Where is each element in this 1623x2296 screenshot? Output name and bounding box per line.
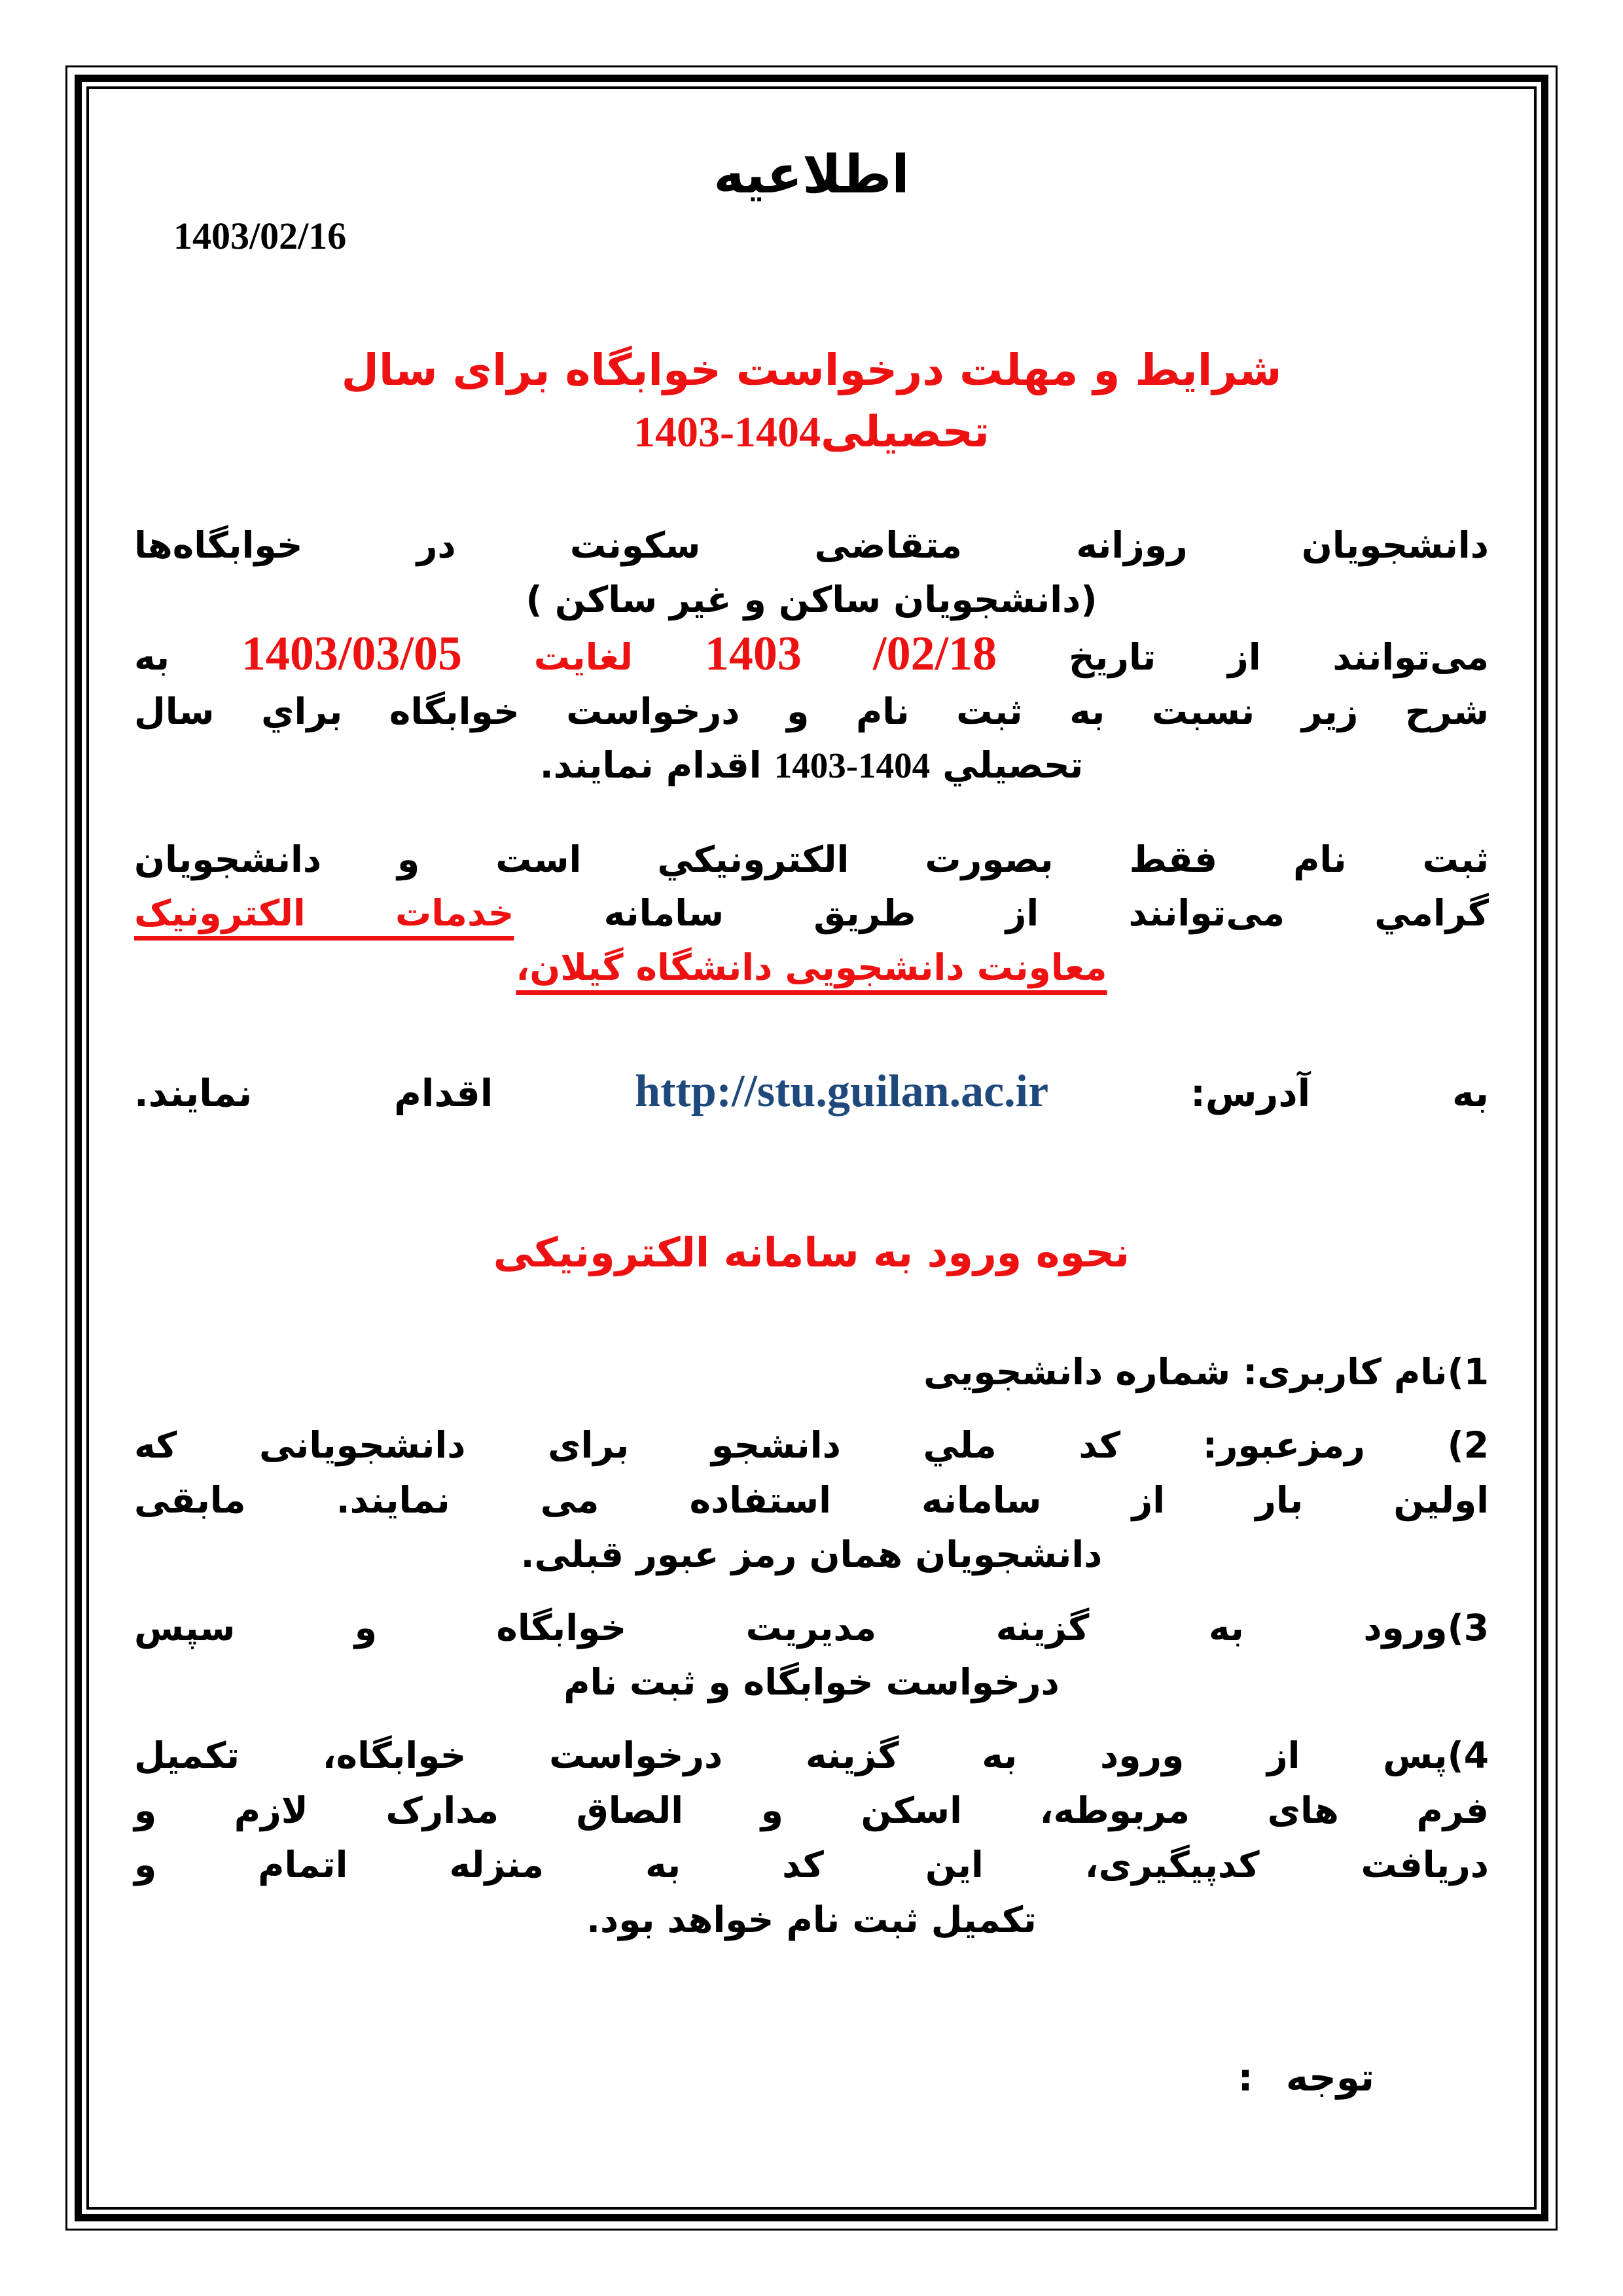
- text-segment: به آدرس:: [1048, 1072, 1489, 1116]
- text-segment: ثبت نام فقط بصورت الکترونیکي است و دانشجویان: [134, 838, 1489, 880]
- text-segment: تکمیل ثبت نام خواهد بود.: [586, 1898, 1037, 1941]
- text-segment: معاونت دانشجویی دانشگاه گیلان،: [516, 946, 1107, 988]
- text-segment: 1403/03/05: [241, 627, 462, 681]
- list-item-1-username: [134, 1345, 1489, 1400]
- text-segment: اقدام نمایند.: [539, 744, 774, 787]
- text-line: [134, 941, 1489, 995]
- text-segment: 1)نام کاربری: شماره دانشجویی: [923, 1351, 1489, 1393]
- document-date: 1403/02/16: [173, 215, 347, 257]
- registration-paragraph: [134, 833, 1489, 995]
- text-line: [134, 833, 1489, 887]
- text-segment: شرایط و مهلت درخواست خوابگاه برای سال: [341, 345, 1282, 395]
- text-segment: تحصیلي: [930, 744, 1084, 787]
- text-line: [134, 738, 1489, 793]
- address-line: [134, 1060, 1489, 1124]
- text-segment: به: [134, 636, 241, 679]
- portal-url-link[interactable]: http://stu.guilan.ac.ir: [635, 1066, 1049, 1117]
- text-line: [134, 1838, 1489, 1893]
- list-item-2-password: [134, 1418, 1489, 1583]
- list-item-4-forms: [134, 1729, 1489, 1947]
- text-line: [134, 1784, 1489, 1839]
- text-line: [134, 626, 1489, 685]
- text-segment: لغایت: [461, 636, 705, 679]
- document-title: اطلاعيه: [713, 144, 910, 205]
- text-segment: دریافت کدپیگیری، این کد به منزله اتمام و: [134, 1844, 1489, 1886]
- text-segment: 2) رمزعبور: کد ملي دانشجو برای دانشجویانی که: [134, 1424, 1489, 1467]
- text-line: [134, 340, 1489, 401]
- text-segment: 1403 /02/18: [704, 627, 997, 681]
- text-segment: دانشجویان روزانه متقاضی سکونت در خوابگاه‌ها: [134, 524, 1489, 567]
- text-segment: اولین بار از سامانه استفاده می نمایند. مابقی: [134, 1479, 1489, 1521]
- text-line: [134, 1418, 1489, 1473]
- text-segment: اقدام نمایند.: [134, 1072, 635, 1116]
- text-line: [134, 886, 1489, 941]
- text-segment: فرم های مربوطه، اسکن و الصاق مدارک لازم و: [134, 1789, 1489, 1831]
- text-segment: نحوه ورود به سامانه الکترونیکی: [493, 1229, 1130, 1277]
- text-line: [134, 1655, 1489, 1710]
- text-segment: می‌توانند از تاریخ: [997, 636, 1489, 679]
- text-line: [134, 1222, 1489, 1283]
- text-line: [134, 1345, 1489, 1400]
- text-line: [134, 1528, 1489, 1583]
- text-segment: 1403-1404: [774, 745, 931, 786]
- text-line: [134, 1729, 1489, 1784]
- text-segment: خدمات الکترونیک: [134, 892, 514, 935]
- section-heading-login: [134, 1222, 1489, 1283]
- doc-body: [134, 340, 1489, 1947]
- text-line: [134, 1893, 1489, 1948]
- text-segment: دانشجویان همان رمز عبور قبلی.: [520, 1534, 1103, 1576]
- text-segment: 3)ورود به گزینه مدیریت خوابگاه و سپس: [134, 1606, 1489, 1649]
- main-heading: [134, 340, 1489, 463]
- text-segment: 4)پس از ورود به گزینه درخواست خوابگاه، تکمیل: [134, 1734, 1489, 1776]
- text-line: [134, 1473, 1489, 1528]
- text-segment: گرامي می‌توانند از طریق سامانه: [514, 892, 1489, 935]
- text-line: [134, 401, 1489, 463]
- text-segment: درخواست خوابگاه و ثبت نام: [563, 1661, 1060, 1704]
- intro-paragraph: [134, 518, 1489, 793]
- list-item-3-menu: [134, 1601, 1489, 1710]
- text-line: [134, 685, 1489, 739]
- text-segment: تحصیلی: [820, 406, 990, 457]
- text-segment: (دانشجویان ساکن و غیر ساکن ): [526, 578, 1097, 620]
- text-line: [134, 1601, 1489, 1656]
- text-line: [134, 1060, 1489, 1124]
- text-line: [134, 518, 1489, 573]
- attention-label: توجه :: [1238, 2055, 1374, 2100]
- text-line: [134, 573, 1489, 627]
- text-segment: 1403-1404: [633, 408, 821, 456]
- text-segment: شرح زیر نسبت به ثبت نام و درخواست خوابگاه براي سال: [134, 690, 1489, 732]
